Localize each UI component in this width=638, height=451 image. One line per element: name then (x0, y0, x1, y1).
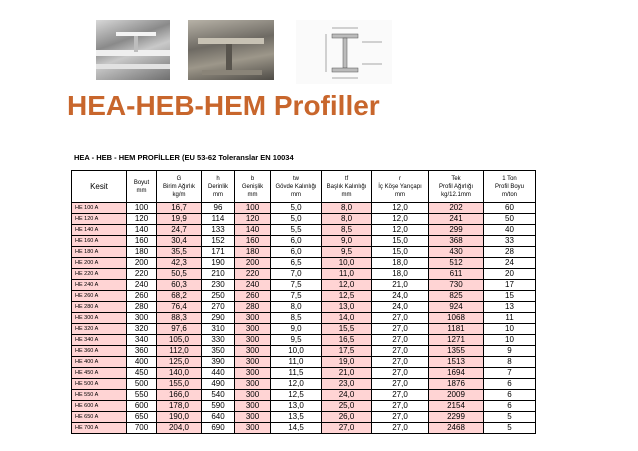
table-cell: 9,5 (271, 335, 322, 346)
table-cell: 15,5 (322, 324, 372, 335)
table-cell: 450 (127, 368, 157, 379)
table-cell: 68,2 (157, 291, 202, 302)
table-cell: 190 (202, 258, 235, 269)
table-cell: 300 (235, 368, 271, 379)
table-cell: 7 (484, 368, 536, 379)
table-cell: 2009 (429, 390, 484, 401)
table-cell: 1876 (429, 379, 484, 390)
table-cell: 21,0 (322, 368, 372, 379)
table-cell: 550 (127, 390, 157, 401)
table-cell: 25,0 (322, 401, 372, 412)
table-body (72, 203, 536, 434)
table-cell: 26,0 (322, 412, 372, 423)
table-cell: 300 (235, 346, 271, 357)
table-row (72, 324, 536, 335)
table-cell: 27,0 (372, 324, 429, 335)
table-cell: 2299 (429, 412, 484, 423)
table-cell: 8,5 (271, 313, 322, 324)
table-cell: 10,0 (322, 258, 372, 269)
table-cell: 299 (429, 225, 484, 236)
table-cell: HE 360 A (72, 346, 127, 357)
table-row (72, 390, 536, 401)
table-cell: 12,0 (271, 379, 322, 390)
table-cell: 11,0 (271, 357, 322, 368)
table-cell: 700 (127, 423, 157, 434)
table-cell: 5,5 (271, 225, 322, 236)
table-cell: 300 (235, 412, 271, 423)
table-cell: 17,5 (322, 346, 372, 357)
table-cell: 155,0 (157, 379, 202, 390)
table-row (72, 302, 536, 313)
col-baslik-kalinligi: tf Başlık Kalınlığı mm (322, 171, 372, 203)
table-cell: 12,0 (372, 225, 429, 236)
table-cell: 280 (127, 302, 157, 313)
table-cell: 190,0 (157, 412, 202, 423)
table-cell: 27,0 (372, 379, 429, 390)
table-cell: 240 (127, 280, 157, 291)
table-cell: 20 (484, 269, 536, 280)
table-cell: HE 320 A (72, 324, 127, 335)
table-cell: 13,0 (322, 302, 372, 313)
table-cell: 400 (127, 357, 157, 368)
table-cell: HE 280 A (72, 302, 127, 313)
profile-table (71, 170, 536, 434)
table-cell: 24,0 (372, 302, 429, 313)
table-cell: HE 220 A (72, 269, 127, 280)
table-cell: HE 240 A (72, 280, 127, 291)
table-cell: 24,7 (157, 225, 202, 236)
table-cell: 15,0 (372, 247, 429, 258)
table-cell: 28 (484, 247, 536, 258)
table-cell: 30,4 (157, 236, 202, 247)
table-cell: 11,0 (322, 269, 372, 280)
table-cell: 50,5 (157, 269, 202, 280)
table-cell: 16,5 (322, 335, 372, 346)
table-cell: 13 (484, 302, 536, 313)
table-cell: 180 (127, 247, 157, 258)
table-cell: 260 (235, 291, 271, 302)
table-cell: 12,0 (372, 214, 429, 225)
table-cell: 18,0 (372, 269, 429, 280)
table-cell: 133 (202, 225, 235, 236)
table-cell: 300 (235, 423, 271, 434)
table-cell: 100 (127, 203, 157, 214)
table-row (72, 280, 536, 291)
table-cell: 5,0 (271, 203, 322, 214)
table-cell: 200 (235, 258, 271, 269)
table-cell: 5,0 (271, 214, 322, 225)
table-row (72, 379, 536, 390)
table-cell: 27,0 (372, 335, 429, 346)
table-cell: 12,5 (322, 291, 372, 302)
table-cell: HE 200 A (72, 258, 127, 269)
table-cell: 50 (484, 214, 536, 225)
table-cell: 21,0 (372, 280, 429, 291)
table-cell: 19,9 (157, 214, 202, 225)
table-cell: 24,0 (372, 291, 429, 302)
table-cell: 13,0 (271, 401, 322, 412)
table-cell: 512 (429, 258, 484, 269)
table-cell: 1355 (429, 346, 484, 357)
table-cell: 40 (484, 225, 536, 236)
table-cell: HE 160 A (72, 236, 127, 247)
table-cell: 60 (484, 203, 536, 214)
table-cell: 6 (484, 379, 536, 390)
col-genislik: b Genişlik mm (235, 171, 271, 203)
table-cell: 178,0 (157, 401, 202, 412)
table-cell: 350 (202, 346, 235, 357)
table-cell: 60,3 (157, 280, 202, 291)
table-cell: 650 (127, 412, 157, 423)
table-cell: 7,5 (271, 280, 322, 291)
table-cell: 105,0 (157, 335, 202, 346)
table-cell: 5 (484, 423, 536, 434)
table-cell: 27,0 (372, 412, 429, 423)
table-header-row (72, 171, 536, 203)
table-cell: 8,0 (322, 203, 372, 214)
table-cell: 210 (202, 269, 235, 280)
table-cell: HE 300 A (72, 313, 127, 324)
table-cell: 125,0 (157, 357, 202, 368)
table-cell: 6 (484, 390, 536, 401)
table-cell: 300 (235, 335, 271, 346)
table-cell: 12,5 (271, 390, 322, 401)
col-derinlik: h Derinlik mm (202, 171, 235, 203)
table-cell: 14,0 (322, 313, 372, 324)
table-row (72, 368, 536, 379)
table-cell: 140,0 (157, 368, 202, 379)
table-cell: 100 (235, 203, 271, 214)
table-cell: 27,0 (372, 313, 429, 324)
table-cell: 611 (429, 269, 484, 280)
table-cell: 33 (484, 236, 536, 247)
col-profil-boyu: 1 Ton Profil Boyu m/ton (484, 171, 536, 203)
col-ic-kose-yaricapi: r İç Köşe Yarıçapı mm (372, 171, 429, 203)
table-cell: 8,5 (322, 225, 372, 236)
table-cell: 390 (202, 357, 235, 368)
table-cell: 18,0 (372, 258, 429, 269)
table-row (72, 203, 536, 214)
table-row (72, 335, 536, 346)
table-cell: 220 (235, 269, 271, 280)
table-cell: 12,0 (372, 203, 429, 214)
profile-cross-section-drawing (296, 20, 392, 84)
table-cell: 360 (127, 346, 157, 357)
table-row (72, 346, 536, 357)
table-cell: 2468 (429, 423, 484, 434)
table-cell: 340 (127, 335, 157, 346)
table-cell: 330 (202, 335, 235, 346)
table-cell: 6,0 (271, 247, 322, 258)
table-cell: 240 (235, 280, 271, 291)
table-cell: 270 (202, 302, 235, 313)
table-cell: HE 140 A (72, 225, 127, 236)
table-cell: 14,5 (271, 423, 322, 434)
col-kesit: Kesit (72, 171, 127, 203)
table-cell: 241 (429, 214, 484, 225)
table-cell: 368 (429, 236, 484, 247)
table-cell: HE 550 A (72, 390, 127, 401)
table-cell: 6,0 (271, 236, 322, 247)
table-row (72, 225, 536, 236)
table-cell: 27,0 (372, 390, 429, 401)
table-cell: 9,0 (322, 236, 372, 247)
table-cell: 27,0 (322, 423, 372, 434)
table-cell: 2154 (429, 401, 484, 412)
table-cell: 9,5 (322, 247, 372, 258)
table-cell: 24 (484, 258, 536, 269)
table-caption: HEA - HEB - HEM PROFİLLER (EU 53-62 Toleranslar EN 10034 (74, 153, 294, 162)
table-cell: 8,0 (271, 302, 322, 313)
col-boyut: Boyut mm (127, 171, 157, 203)
table-row (72, 313, 536, 324)
table-cell: HE 500 A (72, 379, 127, 390)
table-row (72, 236, 536, 247)
table-cell: HE 700 A (72, 423, 127, 434)
table-cell: 160 (235, 236, 271, 247)
table-cell: 120 (235, 214, 271, 225)
table-row (72, 401, 536, 412)
table-row (72, 258, 536, 269)
table-cell: 600 (127, 401, 157, 412)
table-cell: HE 450 A (72, 368, 127, 379)
table-cell: 260 (127, 291, 157, 302)
table-cell: 1181 (429, 324, 484, 335)
table-cell: 1694 (429, 368, 484, 379)
table-cell: 12,0 (322, 280, 372, 291)
table-cell: 300 (235, 324, 271, 335)
col-govde-kalinligi: tw Gövde Kalınlığı mm (271, 171, 322, 203)
table-cell: 166,0 (157, 390, 202, 401)
table-cell: 35,5 (157, 247, 202, 258)
col-tek-profil-agirligi: Tek Profil Ağırlığı kg/12.1mm (429, 171, 484, 203)
table-cell: 490 (202, 379, 235, 390)
table-cell: HE 180 A (72, 247, 127, 258)
table-cell: 200 (127, 258, 157, 269)
table-cell: 8,0 (322, 214, 372, 225)
table-cell: HE 650 A (72, 412, 127, 423)
page-title: HEA-HEB-HEM Profiller (67, 90, 380, 121)
table-cell: 300 (235, 379, 271, 390)
table-cell: 19,0 (322, 357, 372, 368)
table-cell: 160 (127, 236, 157, 247)
table-cell: 320 (127, 324, 157, 335)
table-cell: 1068 (429, 313, 484, 324)
table-cell: 310 (202, 324, 235, 335)
table-cell: 6,5 (271, 258, 322, 269)
table-cell: 250 (202, 291, 235, 302)
table-cell: 6 (484, 401, 536, 412)
table-cell: 11 (484, 313, 536, 324)
table-cell: 42,3 (157, 258, 202, 269)
table-cell: 220 (127, 269, 157, 280)
table-cell: HE 120 A (72, 214, 127, 225)
table-cell: 730 (429, 280, 484, 291)
table-cell: 280 (235, 302, 271, 313)
table-cell: 290 (202, 313, 235, 324)
table-row (72, 247, 536, 258)
table-cell: 1271 (429, 335, 484, 346)
table-cell: 15,0 (372, 236, 429, 247)
table-cell: 640 (202, 412, 235, 423)
table-cell: 140 (127, 225, 157, 236)
table-cell: 440 (202, 368, 235, 379)
table-cell: 120 (127, 214, 157, 225)
table-cell: 300 (235, 357, 271, 368)
table-row (72, 423, 536, 434)
table-cell: HE 260 A (72, 291, 127, 302)
table-cell: 140 (235, 225, 271, 236)
table-row (72, 357, 536, 368)
table-cell: 924 (429, 302, 484, 313)
table-cell: 300 (127, 313, 157, 324)
table-cell: 23,0 (322, 379, 372, 390)
table-cell: 180 (235, 247, 271, 258)
table-cell: HE 100 A (72, 203, 127, 214)
table-row (72, 269, 536, 280)
table-cell: 8 (484, 357, 536, 368)
table-cell: 430 (429, 247, 484, 258)
table-cell: 500 (127, 379, 157, 390)
table-cell: HE 340 A (72, 335, 127, 346)
table-cell: 96 (202, 203, 235, 214)
table-cell: HE 400 A (72, 357, 127, 368)
table-cell: 590 (202, 401, 235, 412)
table-cell: 24,0 (322, 390, 372, 401)
col-birim-agirlik: G Birim Ağırlık kg/m (157, 171, 202, 203)
table-cell: 300 (235, 313, 271, 324)
table-cell: 76,4 (157, 302, 202, 313)
table-cell: 300 (235, 401, 271, 412)
steel-beams-photo (96, 20, 170, 80)
table-cell: 10 (484, 324, 536, 335)
table-cell: 88,3 (157, 313, 202, 324)
table-cell: 17 (484, 280, 536, 291)
steel-stock-photo (188, 20, 274, 80)
table-cell: 7,5 (271, 291, 322, 302)
table-row (72, 412, 536, 423)
table-cell: 13,5 (271, 412, 322, 423)
table-cell: 27,0 (372, 423, 429, 434)
table-cell: 300 (235, 390, 271, 401)
table-cell: 27,0 (372, 401, 429, 412)
table-cell: 27,0 (372, 346, 429, 357)
table-cell: 540 (202, 390, 235, 401)
table-cell: 10 (484, 335, 536, 346)
table-cell: 204,0 (157, 423, 202, 434)
table-cell: 97,6 (157, 324, 202, 335)
table-cell: 16,7 (157, 203, 202, 214)
table-cell: 7,0 (271, 269, 322, 280)
table-cell: 690 (202, 423, 235, 434)
table-cell: 112,0 (157, 346, 202, 357)
table-cell: 230 (202, 280, 235, 291)
table-row (72, 214, 536, 225)
table-cell: 114 (202, 214, 235, 225)
table-cell: 27,0 (372, 357, 429, 368)
table-cell: HE 600 A (72, 401, 127, 412)
table-cell: 1513 (429, 357, 484, 368)
table-cell: 9,0 (271, 324, 322, 335)
table-cell: 202 (429, 203, 484, 214)
table-cell: 5 (484, 412, 536, 423)
table-cell: 825 (429, 291, 484, 302)
table-cell: 9 (484, 346, 536, 357)
table-cell: 27,0 (372, 368, 429, 379)
table-cell: 15 (484, 291, 536, 302)
table-cell: 11,5 (271, 368, 322, 379)
table-row (72, 291, 536, 302)
table-cell: 10,0 (271, 346, 322, 357)
table-cell: 152 (202, 236, 235, 247)
table-cell: 171 (202, 247, 235, 258)
